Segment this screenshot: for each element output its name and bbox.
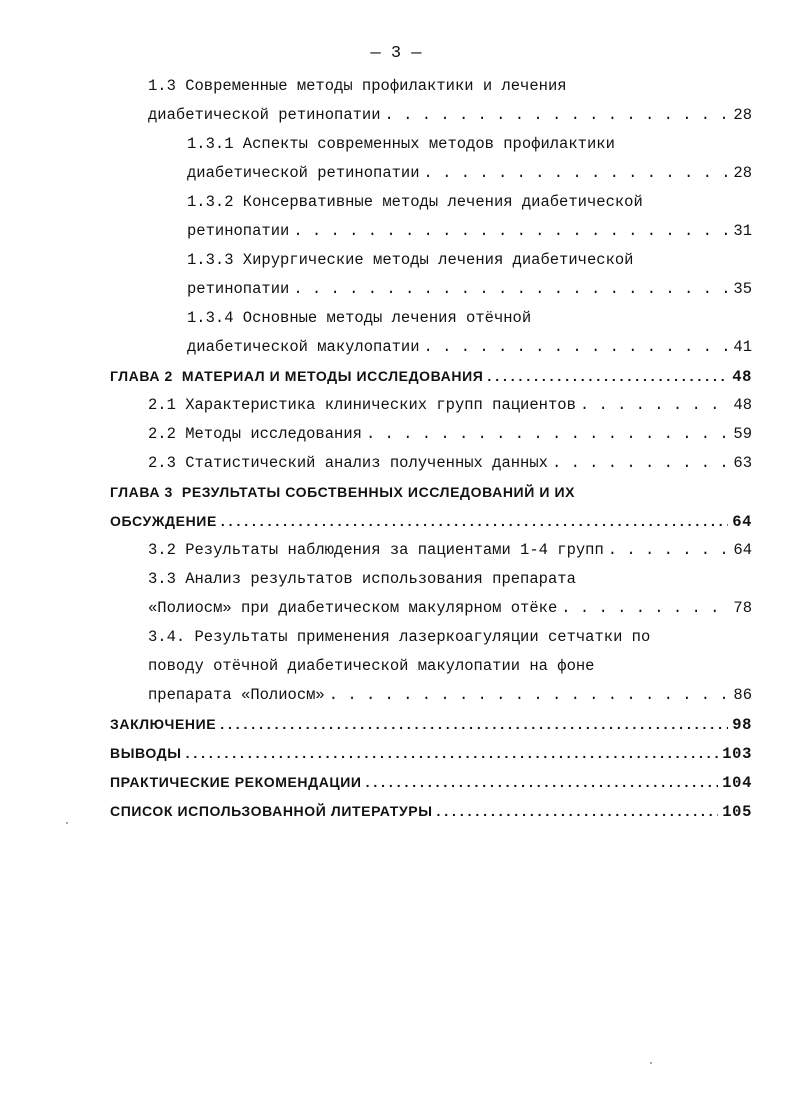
toc-line <box>187 246 752 274</box>
toc-page-number: 28 <box>733 164 752 182</box>
dot-leader <box>424 333 730 361</box>
toc-line <box>110 739 752 767</box>
toc-entry-title: 1.3.3 Хирургические методы лечения диабетической <box>187 251 634 269</box>
dot-leader <box>293 217 729 245</box>
toc-line <box>187 304 752 332</box>
toc-line <box>110 797 752 825</box>
toc-entry-title: ГЛАВА 2 МАТЕРИАЛ И МЕТОДЫ ИССЛЕДОВАНИЯ <box>110 368 484 384</box>
toc-page-number: 41 <box>733 338 752 356</box>
toc-entry-title: 3.4. Результаты применения лазеркоагуляции сетчатки по <box>148 628 651 646</box>
dot-leader <box>366 420 729 448</box>
toc-entry-title: ВЫВОДЫ <box>110 745 182 761</box>
toc-line <box>148 72 752 100</box>
toc-page-number: 104 <box>722 774 752 792</box>
toc-entry-title: 1.3.1 Аспекты современных методов профилактики <box>187 135 615 153</box>
toc-line <box>187 275 752 303</box>
toc-line <box>148 565 752 593</box>
dot-leader <box>437 797 719 825</box>
toc-entry-title: 2.1 Характеристика клинических групп пациентов <box>148 396 576 414</box>
toc-entry-title: ПРАКТИЧЕСКИЕ РЕКОМЕНДАЦИИ <box>110 774 362 790</box>
toc-page-number: 63 <box>733 454 752 472</box>
toc-line <box>148 652 752 680</box>
toc-entry-title: диабетической ретинопатии <box>148 106 381 124</box>
toc-line <box>187 130 752 158</box>
page-number: — 3 — <box>370 44 422 63</box>
toc-entry-title: ЗАКЛЮЧЕНИЕ <box>110 716 217 732</box>
dot-leader <box>329 681 730 709</box>
toc-page-number: 48 <box>733 396 752 414</box>
toc-line <box>148 449 752 477</box>
toc-entry-title: 3.3 Анализ результатов использования препарата <box>148 570 576 588</box>
toc-entry-title: поводу отёчной диабетической макулопатии на фоне <box>148 657 595 675</box>
toc-page-number: 64 <box>732 513 752 531</box>
toc-line <box>148 101 752 129</box>
toc-line <box>187 217 752 245</box>
toc-line <box>187 188 752 216</box>
toc-page-number: 35 <box>733 280 752 298</box>
toc-entry-title: 2.2 Методы исследования <box>148 425 362 443</box>
dot-leader <box>424 159 730 187</box>
toc-page-number: 31 <box>733 222 752 240</box>
toc-entry-title: ГЛАВА 3 РЕЗУЛЬТАТЫ СОБСТВЕННЫХ ИССЛЕДОВАНИЙ И ИХ <box>110 484 576 500</box>
dot-leader <box>561 594 729 622</box>
toc-line <box>187 333 752 361</box>
toc-entry-title: ретинопатии <box>187 280 290 298</box>
dot-leader <box>221 507 728 535</box>
toc-line <box>148 536 752 564</box>
toc-page-number: 48 <box>732 368 752 386</box>
toc-page-number: 86 <box>733 686 752 704</box>
toc-page-number: 103 <box>722 745 752 763</box>
toc-entry-title: ретинопатии <box>187 222 290 240</box>
toc-entry-title: препарата «Полиосм» <box>148 686 325 704</box>
toc-entry-title: ОБСУЖДЕНИЕ <box>110 513 217 529</box>
toc-line <box>148 391 752 419</box>
dot-leader <box>608 536 730 564</box>
dot-leader <box>186 739 719 767</box>
toc-entry-title: диабетической ретинопатии <box>187 164 420 182</box>
toc-page-number: 78 <box>733 599 752 617</box>
dot-leader <box>220 710 728 738</box>
toc-entry-title: СПИСОК ИСПОЛЬЗОВАННОЙ ЛИТЕРАТУРЫ <box>110 803 433 819</box>
dot-leader <box>385 101 730 129</box>
scan-speck <box>650 1062 652 1064</box>
toc-page-number: 98 <box>732 716 752 734</box>
dot-leader <box>293 275 729 303</box>
toc-entry-title: 1.3 Современные методы профилактики и лечения <box>148 77 567 95</box>
dot-leader <box>552 449 729 477</box>
toc-line <box>110 478 752 506</box>
toc-line <box>148 594 752 622</box>
toc-page-number: 59 <box>733 425 752 443</box>
scan-speck <box>66 822 68 824</box>
toc-line <box>110 507 752 535</box>
toc-page-number: 28 <box>733 106 752 124</box>
toc-line <box>148 420 752 448</box>
dot-leader <box>366 768 719 796</box>
toc-entry-title: 1.3.2 Консервативные методы лечения диабетической <box>187 193 643 211</box>
toc-line <box>148 681 752 709</box>
toc-entry-title: «Полиосм» при диабетическом макулярном отёке <box>148 599 558 617</box>
toc-entry-title: 2.3 Статистический анализ полученных данных <box>148 454 548 472</box>
toc-entry-title: 1.3.4 Основные методы лечения отёчной <box>187 309 532 327</box>
toc-entry-title: диабетической макулопатии <box>187 338 420 356</box>
dot-leader <box>487 362 728 390</box>
toc-line <box>148 623 752 651</box>
toc-line <box>110 768 752 796</box>
toc-line <box>187 159 752 187</box>
toc-page-number: 105 <box>722 803 752 821</box>
dot-leader <box>580 391 730 419</box>
toc-line <box>110 710 752 738</box>
toc-entry-title: 3.2 Результаты наблюдения за пациентами 1-4 групп <box>148 541 604 559</box>
toc-page-number: 64 <box>733 541 752 559</box>
toc-line <box>110 362 752 390</box>
